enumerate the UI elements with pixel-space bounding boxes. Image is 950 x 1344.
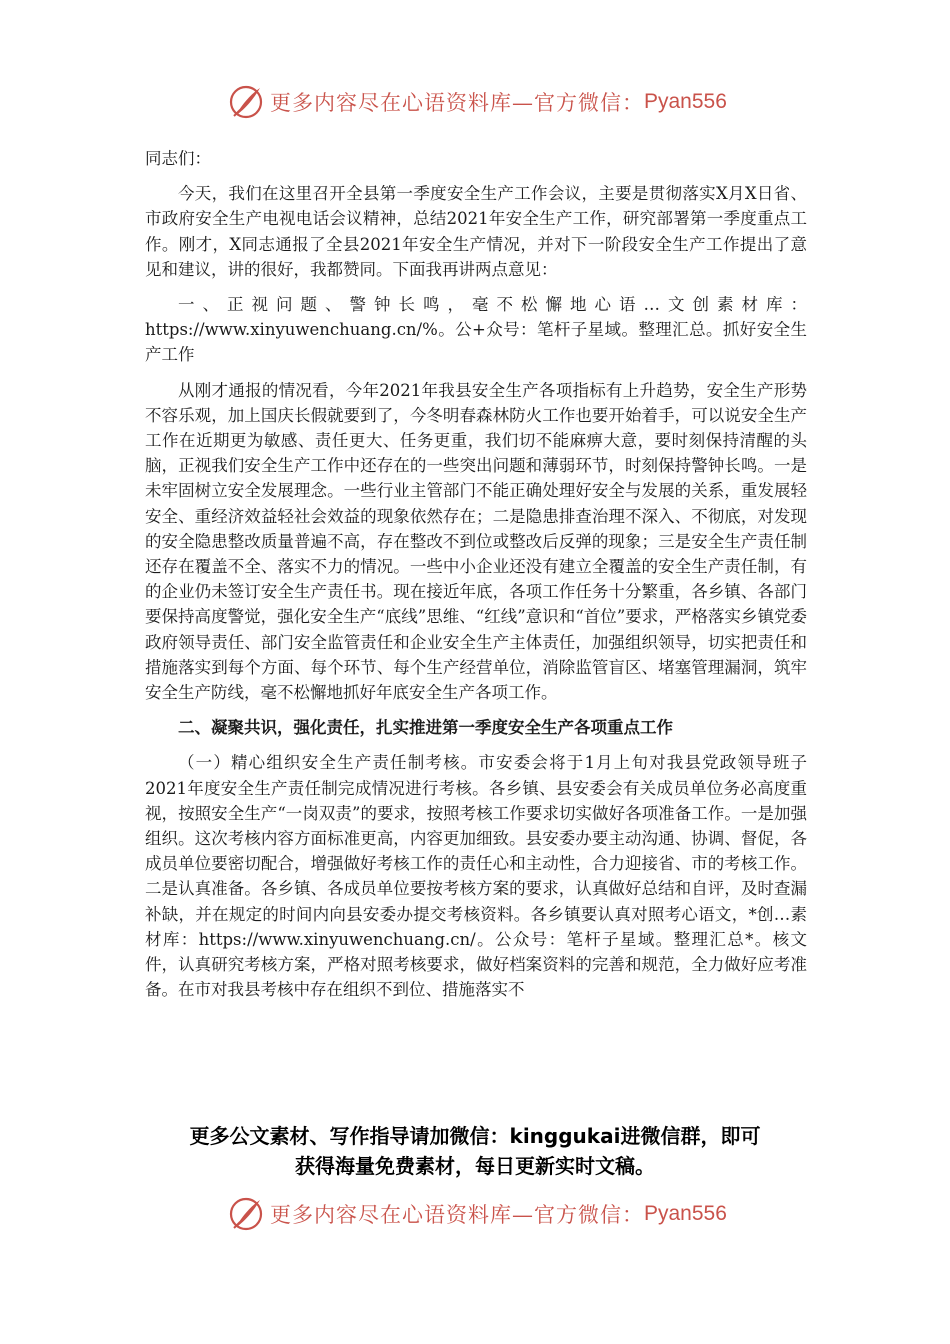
banner-wechat-id: Pyan556 <box>644 1202 727 1225</box>
banner-wechat-id: Pyan556 <box>644 90 727 113</box>
section1-paragraph: 从刚才通报的情况看，今年2021年我县安全生产各项指标有上升趋势，安全生产形势不容乐观，加上国庆长假就要到了，今冬明春森林防火工作也要开始着手，可以说安全生产工作在近期更为敏感、责任更大、任务更重，我们切不能麻痹大意，要时刻保持清醒的头脑，正视我们安全生产工作中还存在的一些突出问题和薄弱环节，时刻保持警钟长鸣。一是未牢固树立安全发展理念。一些行业主管部门不能正确处理好安全与发展的关系，重发展轻安全、重经济效益轻社会效益的现象依然存在；二是隐患排查治理不深入、不彻底，对发现的安全隐患整改质量普遍不高，存在整改不到位或整改后反弹的现象；三是安全生产责任制还存在覆盖不全、落实不力的情况。一些中小企业还没有建立全覆盖的安全生产责任制，有的企业仍未签订安全生产责任书。现在接近年底，各项工作任务十分繁重，各乡镇、各部门要保持高度警觉，强化安全生产“底线”思维、“红线”意识和“首位”要求，严格落实乡镇党委政府领导责任、部门安全监管责任和企业安全生产主体责任，加强组织领导，切实把责任和措施落实到每个方面、每个环节、每个生产经营单位，消除监管盲区、堵塞管理漏洞，筑牢安全生产防线，毫不松懈地抓好年底安全生产各项工作。 <box>145 380 807 703</box>
intro-paragraph: 今天，我们在这里召开全县第一季度安全生产工作会议，主要是贯彻落实X月X日省、市政府安全生产电视电话会议精神，总结2021年安全生产工作，研究部署第一季度重点工作。刚才，X同志通报了全县2021年安全生产情况，并对下一阶段安全生产工作提出了意见和建议，讲的很好，我都赞同。下面我再讲两点意见： <box>145 184 807 279</box>
promo-line-1: 更多公文素材、写作指导请加微信：kinggukai进微信群，即可 <box>189 1124 761 1148</box>
quill-logo-icon <box>228 84 264 120</box>
section2-heading: 二、凝聚共识，强化责任，扎实推进第一季度安全生产各项重点工作 <box>178 718 673 738</box>
header-banner <box>228 82 727 122</box>
banner-title: 更多内容尽在心语资料库—官方微信： <box>270 1203 644 1227</box>
section2-paragraph: （一）精心组织安全生产责任制考核。市安委会将于1月上旬对我县党政领导班子2021年度安全生产责任制完成情况进行考核。各乡镇、县安委会有关成员单位务必高度重视，按照安全生产“一岗双责”的要求，按照考核工作要求切实做好各项准备工作。一是加强组织。这次考核内容方面标准更高，内容更加细致。县安委办要主动沟通、协调、督促，各成员单位要密切配合，增强做好考核工作的责任心和主动性，合力迎接省、市的考核工作。二是认真准备。各乡镇、各成员单位要按考核方案的要求，认真做好总结和自评，及时查漏补缺，并在规定的时间内向县安委办提交考核资料。各乡镇要认真对照考心语文，*创…素材库：https://www.xinyuwenchuang.cn/。公众号：笔杆子星域。整理汇总*。核文件，认真研究考核方案，严格对照考核要求，做好档案资料的完善和规范，全力做好应考准备。在市对我县考核中存在组织不到位、措施落实不 <box>145 753 807 1000</box>
footer-banner <box>228 1194 727 1234</box>
banner-title: 更多内容尽在心语资料库—官方微信： <box>270 91 644 115</box>
greeting: 同志们： <box>145 149 211 168</box>
document-body <box>145 146 807 1003</box>
quill-logo-icon <box>228 1196 264 1232</box>
promo-notice <box>120 1121 830 1181</box>
section1-heading: 一、正视问题、警钟长鸣，毫不松懈地心语…文创素材库：https://www.xinyuwenchuang.cn/%。公+众号：笔杆子星域。整理汇总。抓好安全生产工作 <box>145 295 807 365</box>
promo-line-2: 获得海量免费素材，每日更新实时文稿。 <box>295 1154 655 1178</box>
